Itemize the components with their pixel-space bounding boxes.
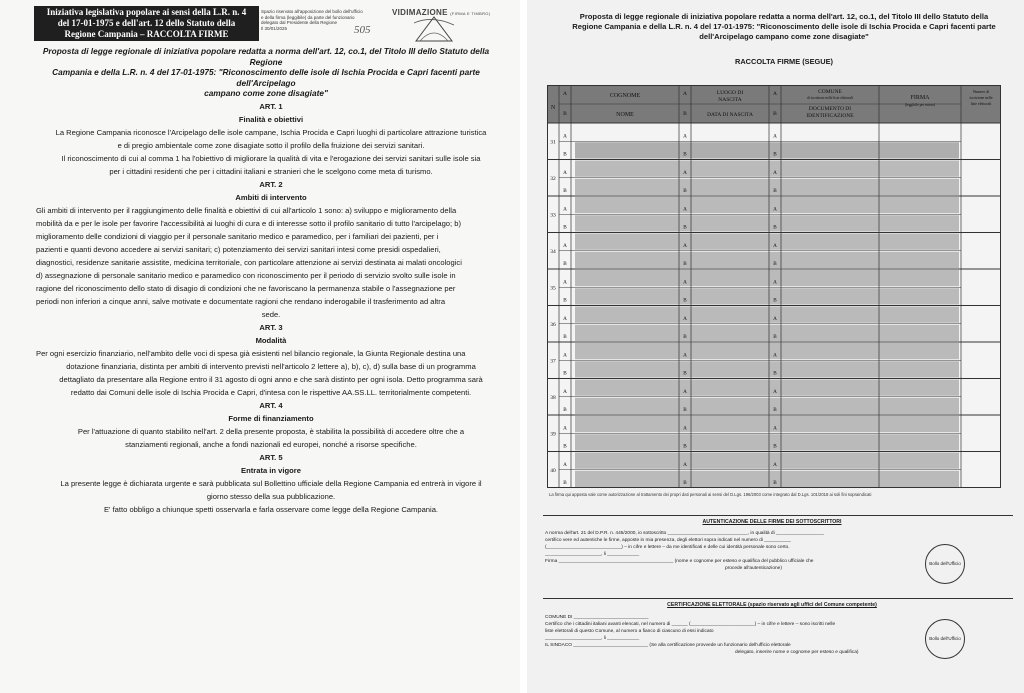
header-documento: IDENTIFICAZIONE [806, 113, 854, 119]
blurred-personal-data [575, 161, 959, 177]
blurred-personal-data [575, 325, 959, 341]
proposal-line-3: campano come zone disagiate" [204, 88, 328, 98]
proposal-r-line-1: Proposta di legge regionale di iniziativa popolare redatta a norma dell'art. 12, co.1, del Titolo III dello Statuto della [579, 12, 989, 21]
row-number: 40 [550, 467, 556, 474]
bollo-stamp-circle: Bollo dell'Ufficio [925, 544, 965, 584]
cert-line: IL SINDACO ____________________________ (Se alla certificazione provvede un funzionario dell'ufficio elettorale [545, 643, 791, 648]
blurred-personal-data [575, 398, 959, 414]
row-a-marker: A [563, 315, 567, 322]
row-number: 38 [550, 394, 556, 401]
header-line-2: del 17-01-1975 e dell'art. 12 dello Statuto della [57, 18, 236, 28]
row-b-marker: B [773, 297, 777, 304]
row-b-marker: B [563, 261, 567, 267]
header-comune: COMUNE [818, 89, 842, 95]
header-b-marker: B [563, 111, 567, 117]
header-a-marker: A [683, 91, 687, 97]
row-b-marker: B [683, 407, 687, 413]
blurred-personal-data [575, 416, 959, 432]
row-a-marker: A [773, 315, 777, 322]
row-b-marker: B [683, 297, 687, 304]
art2-line: ragione del riconoscimento dello stato di disagio di condizioni che ne favoriscano la permanenza stabile o l'assegnazione per [36, 284, 456, 293]
art1-p1-line2: e di pregio ambientale come zone disagiate sotto il profilo della fruizione dei servizi sanitari. [117, 141, 425, 150]
signature-table [547, 85, 1001, 488]
proposal-heading-right [549, 12, 1019, 42]
row-a-marker: A [773, 461, 777, 468]
header-firma-sub: (leggibile per esteso) [904, 103, 936, 107]
cert-line: Certifico che i cittadini italiani avanti elencati, nel numero di ______ (________________________) – in cifre e lettere – sono iscritti nelle [545, 622, 836, 627]
art1-p2-line2: per i cittadini residenti che per i cittadini italiani e stranieri che le scelgono come meta di turismo. [109, 167, 433, 176]
auth-line: (____________________________) – in cifre e lettere – da me identificati e delle cui identità personale sono certo. [545, 545, 790, 550]
vid-note-1: Spazio riservato all'apposizione del bollo dell'ufficio [261, 9, 363, 14]
row-b-marker: B [683, 261, 687, 267]
cert-text [545, 614, 915, 656]
art5-line: giorno stesso della sua pubblicazione. [206, 492, 336, 501]
art2-line: periodi non inferiori a cinque anni, salve motivate e documentate ragioni che rendano inderogabile il trasferimento ad altra [36, 297, 446, 306]
header-data: DATA DI NASCITA [707, 112, 753, 118]
row-a-marker: A [683, 169, 687, 176]
art4-line: Per l'attuazione di quanto stabilito nell'art. 2 della presente proposta, è stabilita la possibilità di accedere oltre che a [77, 427, 465, 436]
art1-subtitle: Finalità e obiettivi [238, 115, 304, 124]
bollo-stamp-circle-2: Bollo dell'Ufficio [925, 619, 965, 659]
row-b-marker: B [773, 224, 777, 231]
row-b-marker: B [563, 224, 567, 231]
header-a-marker: A [773, 91, 777, 97]
art4-subtitle: Forme di finanziamento [228, 414, 314, 423]
row-a-marker: A [683, 425, 687, 432]
proposal-r-line-3: dell'Arcipelago campano come zone disagiate" [699, 32, 869, 41]
blurred-personal-data [575, 343, 959, 359]
row-a-marker: A [563, 133, 567, 140]
art3-line: dettagliato da presentare alla Regione entro il 31 agosto di ogni anno e che sarà distinto per ogni isola. Detto programma sarà [59, 375, 483, 384]
cert-line: delegato, inserire nome e cognome per esteso e qualifica) [735, 650, 859, 655]
row-number: 32 [550, 175, 556, 182]
blurred-personal-data [575, 307, 959, 323]
vid-note-2: e della firma (leggibile) da parte del funzionario [261, 14, 355, 20]
row-b-marker: B [563, 334, 567, 340]
row-b-marker: B [683, 370, 687, 377]
row-a-marker: A [773, 169, 777, 176]
art5-line: La presente legge è dichiarata urgente e sarà pubblicata sul Bollettino ufficiale della Regione Campania ed entrerà in vigore il [60, 479, 482, 488]
auth-line: _____________________, li ____________ [545, 552, 640, 557]
cert-line: _____________________, li ____________ [545, 636, 640, 641]
blurred-personal-data [575, 471, 959, 487]
row-a-marker: A [683, 315, 687, 322]
blurred-personal-data [575, 288, 959, 304]
row-b-marker: B [773, 443, 777, 450]
row-a-marker: A [563, 352, 567, 359]
row-a-marker: A [683, 133, 687, 140]
blurred-personal-data [575, 361, 959, 377]
auth-line: procede all'autenticazione) [725, 566, 782, 571]
blurred-personal-data [575, 252, 959, 268]
row-a-marker: A [563, 461, 567, 468]
page-gap [520, 0, 527, 693]
blurred-personal-data [575, 453, 959, 469]
header-numero: iscrizione nelle [969, 96, 993, 100]
vid-note-4: Il 30/01/2025 [261, 25, 288, 31]
row-b-marker: B [683, 443, 687, 450]
row-b-marker: B [773, 480, 777, 486]
art3-line: redatto dai Comuni delle isole di Ischia Procida e Capri, d'intesa con le rispettive AA.SS.LL. territorialmente competenti. [70, 388, 472, 397]
auth-line: certifico vere ed autentiche le firme, apposte in mia presenza, degli elettori sopra indicati nel numero di __________ [545, 538, 791, 543]
row-b-marker: B [773, 188, 777, 194]
regional-stamp [412, 13, 456, 43]
header-nome: NOME [616, 112, 634, 118]
blurred-personal-data [575, 215, 959, 231]
art2-line: d) assegnazione di personale sanitario medico e paramedico con riconoscimento per il periodo di servizio svolto sulle isole in [36, 271, 456, 280]
handwritten-number: 505 [354, 24, 371, 36]
row-a-marker: A [563, 279, 567, 286]
auth-line: A norma dell'art. 21 del D.P.R. n. 445/2000, io sottoscritto ______________________________, in qualità di __________________ [545, 531, 825, 536]
row-b-marker: B [773, 334, 777, 340]
art2-line: mobilità da e per le isole per favorire l'accessibilità ai luoghi di cura e di interesse sotto il profilo sanitario di tutto l'arcipelago; b) [36, 219, 461, 228]
row-number: 34 [550, 248, 556, 255]
auth-line: Firma ___________________________________________ (nome e cognome per esteso e qualifica del pubblico ufficiale che [545, 559, 814, 564]
header-box [34, 6, 259, 41]
art2-line: pazienti e quanti devono accedere ai servizi sanitari; c) potenziamento dei servizi sanitari intesi come presidi ospedalieri, [36, 245, 441, 254]
row-a-marker: A [773, 133, 777, 140]
art2-subtitle: Ambiti di intervento [235, 193, 307, 202]
row-a-marker: A [563, 242, 567, 249]
auth-title: AUTENTICAZIONE DELLE FIRME DEI SOTTOSCRITTORI [702, 519, 842, 525]
row-a-marker: A [773, 242, 777, 249]
row-a-marker: A [683, 388, 687, 395]
vid-title-text: VIDIMAZIONE [392, 8, 448, 17]
row-b-marker: B [683, 188, 687, 194]
art4-line: stanziamenti regionali, anche a fondi nazionali ed europei, nonché a risorse specifiche. [125, 440, 417, 449]
art1-title: ART. 1 [259, 102, 283, 111]
row-b-marker: B [773, 370, 777, 377]
vid-title-sub: (FIRMA E TIMBRO) [450, 11, 491, 16]
row-number: 36 [550, 321, 556, 328]
row-b-marker: B [563, 151, 567, 158]
row-number: 31 [550, 139, 556, 146]
row-number: 33 [550, 212, 556, 219]
row-a-marker: A [683, 352, 687, 359]
art2-line: miglioramento delle condizioni di viaggio per il personale sanitario medico e paramedico, per i familiari dei pazienti, per i [36, 232, 439, 241]
raccolta-title: RACCOLTA FIRME (SEGUE) [735, 57, 833, 66]
row-b-marker: B [683, 480, 687, 486]
blurred-personal-data [575, 270, 959, 286]
blurred-personal-data [575, 142, 959, 158]
header-firma: FIRMA [910, 95, 930, 101]
blurred-personal-data [575, 434, 959, 450]
row-a-marker: A [563, 169, 567, 176]
divider-cert [543, 598, 1013, 599]
art3-subtitle: Modalità [255, 336, 287, 345]
header-a-marker: A [563, 91, 567, 97]
row-b-marker: B [563, 480, 567, 486]
art4-title: ART. 4 [259, 401, 283, 410]
header-line-3: Regione Campania – RACCOLTA FIRME [64, 29, 229, 39]
art2-line: diagnostici, residenze sanitarie assistite, medicina territoriale, con particolare attenzione ai servizi destinata ai malati oncologici [36, 258, 462, 267]
art2-line: sede. [261, 310, 281, 319]
law-text [36, 100, 506, 516]
row-b-marker: B [683, 224, 687, 231]
row-a-marker: A [563, 206, 567, 213]
row-b-marker: B [563, 297, 567, 304]
row-b-marker: B [773, 407, 777, 413]
header-documento: DOCUMENTO DI [808, 106, 852, 112]
row-b-marker: B [683, 151, 687, 158]
privacy-fineprint: La firma qui apposta vale come autorizzazione al trattamento dei propri dati personali ai sensi del D.Lgs. 196/2003 come integrato dal D.Lgs. 101/2018 ai soli fini sopraindicati [549, 492, 872, 497]
row-b-marker: B [563, 370, 567, 377]
blurred-personal-data [575, 179, 959, 195]
art5-title: ART. 5 [259, 453, 283, 462]
vid-note-3: delegato dal Presidente della Regione [261, 20, 338, 25]
blurred-personal-data [575, 197, 959, 213]
row-a-marker: A [773, 425, 777, 432]
row-a-marker: A [773, 206, 777, 213]
header-b-marker: B [773, 111, 777, 117]
auth-text [545, 530, 915, 572]
art5-subtitle: Entrata in vigore [241, 466, 301, 475]
art3-line: Per ogni esercizio finanziario, nell'ambito delle voci di spesa già esistenti nel bilancio regionale, la Giunta Regionale destina una [36, 349, 466, 358]
art1-p1-line1: La Regione Campania riconosce l'Arcipelago delle isole campane, Ischia Procida e Capri luoghi di particolare attrazione turistica [55, 128, 487, 137]
row-a-marker: A [683, 206, 687, 213]
art3-title: ART. 3 [259, 323, 283, 332]
row-a-marker: A [683, 279, 687, 286]
art2-title: ART. 2 [259, 180, 283, 189]
proposal-line-2: Campania e della L.R. n. 4 del 17-01-1975: "Riconoscimento delle isole di Ischia Procida e Capri facenti parte dell'Arcipelago [52, 67, 480, 88]
art3-line: dotazione finanziaria, distinta per ambiti di intervento previsti nell'articolo 2 lettere a), b), c), d) sulla base di un programma [66, 362, 476, 371]
row-b-marker: B [773, 261, 777, 267]
header-numero: Numero di [972, 90, 990, 94]
header-line-1: Iniziativa legislativa popolare ai sensi della L.R. n. 4 [46, 7, 247, 17]
row-b-marker: B [773, 151, 777, 158]
row-b-marker: B [563, 407, 567, 413]
art5-closing: E' fatto obbligo a chiunque spetti osservarla e farla osservare come legge della Regione Campania. [103, 505, 439, 514]
row-a-marker: A [683, 461, 687, 468]
row-a-marker: A [563, 425, 567, 432]
row-b-marker: B [563, 188, 567, 194]
blurred-personal-data [575, 234, 959, 250]
cert-title: CERTIFICAZIONE ELETTORALE (spazio riservato agli uffici del Comune competente) [667, 602, 877, 608]
header-luogo: LUOGO DI [716, 90, 744, 96]
header-b-marker: B [683, 111, 687, 117]
row-number: 35 [550, 285, 556, 292]
header-cognome: COGNOME [609, 93, 641, 99]
proposal-heading [36, 46, 496, 99]
proposal-line-1: Proposta di legge regionale di iniziativa popolare redatta a norma dell'art. 12, co.1, del Titolo III dello Statuto della Regione [42, 46, 490, 67]
proposal-r-line-2: Regione Campania e della L.R. n. 4 del 17-01-1975: "Riconoscimento delle isole di Ischia Procida e Capri facenti parte [572, 22, 996, 31]
row-b-marker: B [683, 334, 687, 340]
row-a-marker: A [683, 242, 687, 249]
row-a-marker: A [773, 279, 777, 286]
row-a-marker: A [563, 388, 567, 395]
row-a-marker: A [773, 352, 777, 359]
row-a-marker: A [773, 388, 777, 395]
art1-p2-line1: Il riconoscimento di cui al comma 1 ha l'obiettivo di migliorare la qualità di vita e l'erogazione dei servizi sanitari sulle isole sia [61, 154, 481, 163]
blurred-personal-data [575, 380, 959, 396]
divider-auth [543, 515, 1013, 516]
header-numero: liste elettorali [970, 102, 992, 106]
header-luogo: NASCITA [718, 97, 742, 103]
header-comune-sub: di iscrizione nelle liste elettorali [806, 96, 854, 100]
right-page [527, 0, 1024, 693]
row-b-marker: B [563, 443, 567, 450]
row-number: 39 [550, 431, 556, 438]
art2-line: Gli ambiti di intervento per il raggiungimento delle finalità e obiettivi di cui all'articolo 1 sono: a) sviluppo e miglioramento della [36, 206, 457, 215]
cert-line: liste elettorali di questo Comune, al numero a fianco di ciascuno di essi indicato [545, 629, 714, 634]
cert-line: COMUNE DI ____________________________ [545, 615, 649, 620]
row-number: 37 [550, 358, 556, 365]
header-n: N [550, 105, 556, 111]
